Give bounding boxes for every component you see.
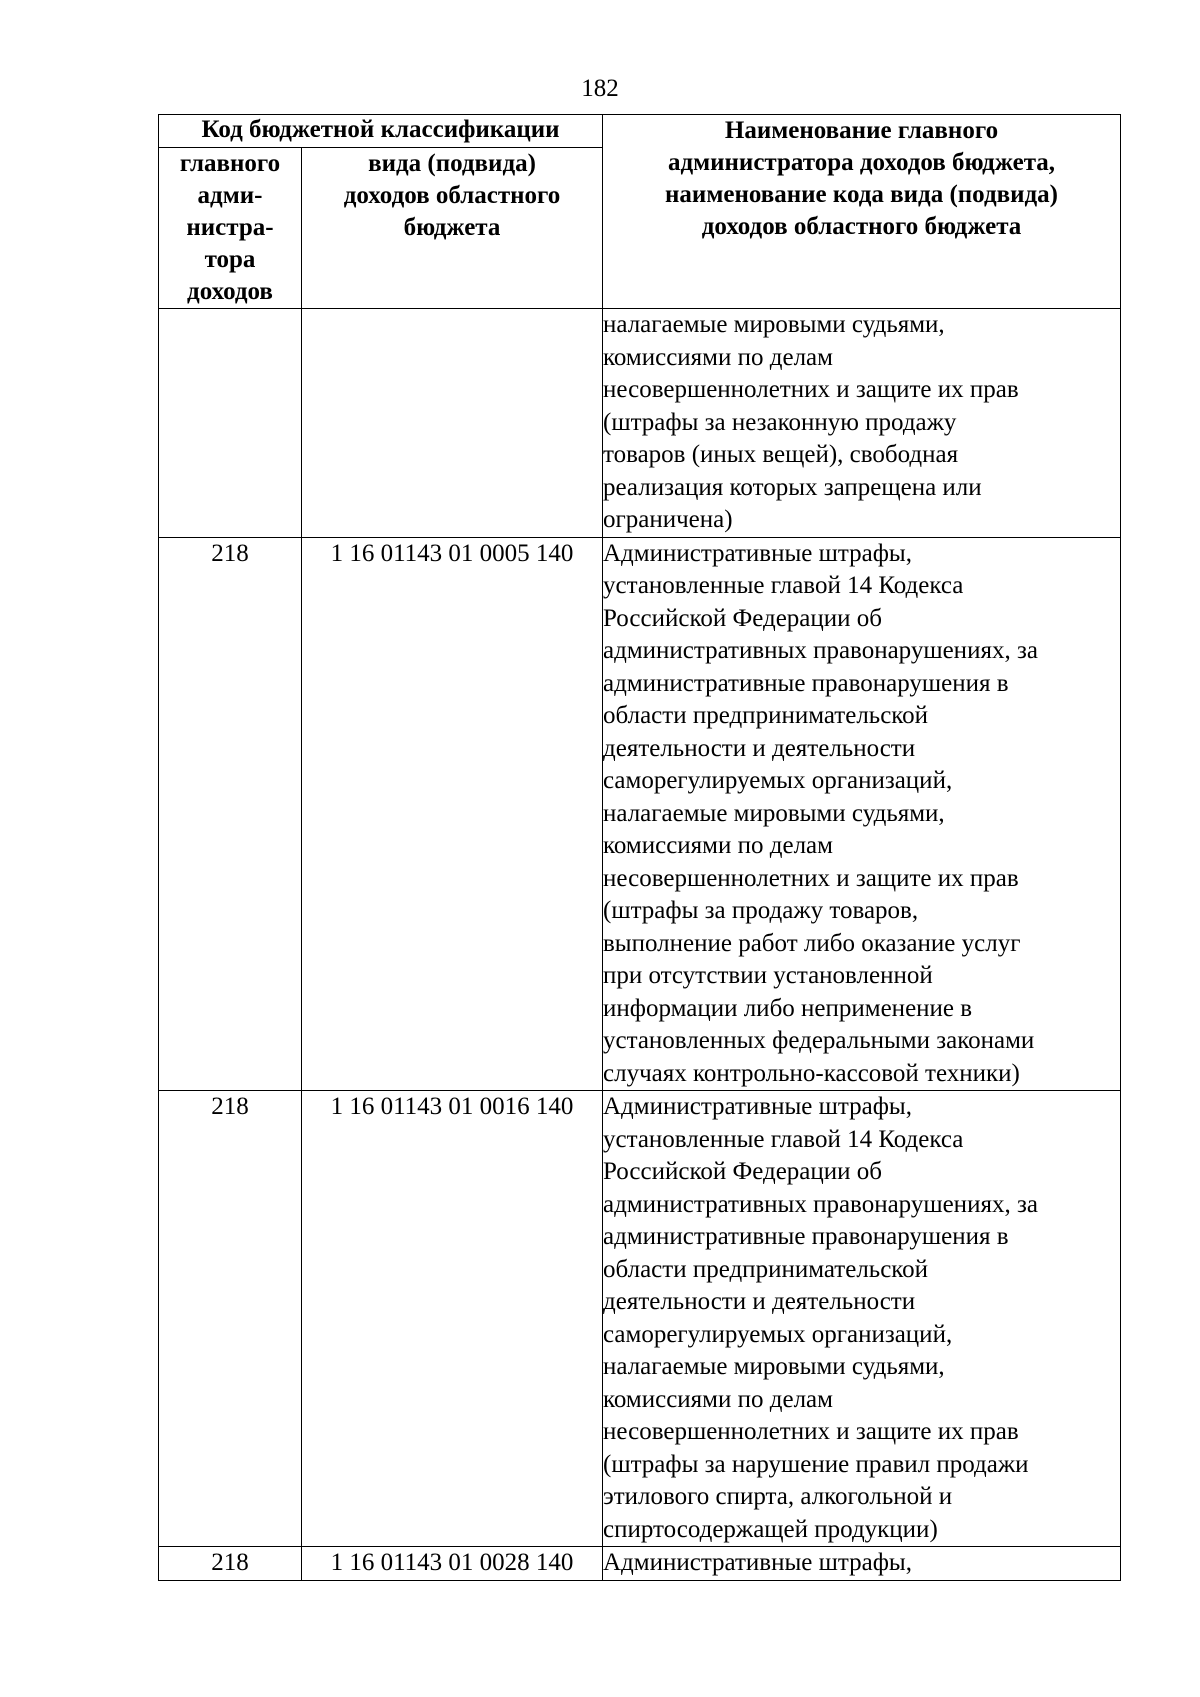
revenue-code-cell — [302, 309, 603, 538]
revenue-name-line: административные правонарушения в — [603, 669, 1009, 697]
budget-classification-table — [158, 114, 1121, 1581]
revenue-name-line: ограничена) — [603, 506, 733, 533]
revenue-name-line: комиссиями по делам — [603, 832, 833, 859]
revenue-name-line: деятельности и деятельности — [603, 734, 916, 762]
revenue-name-line: Административные штрафы, — [603, 1549, 912, 1576]
revenue-code-cell: 1 16 01143 01 0016 140 — [302, 1091, 603, 1547]
header-admin-line: тора — [204, 246, 256, 273]
revenue-name-line: несовершеннолетних и защите их прав — [603, 376, 1019, 403]
revenue-name-line: (штрафы за незаконную продажу — [603, 408, 957, 436]
admin-code-cell: 218 — [159, 1091, 302, 1547]
header-name-line: наименование кода вида (подвида) — [665, 181, 1058, 208]
revenue-name-line: (штрафы за нарушение правил продажи — [603, 1450, 1029, 1478]
revenue-name-line: налагаемые мировыми судьями, — [603, 1353, 945, 1380]
admin-code-cell: 218 — [159, 1547, 302, 1581]
revenue-name-line: области предпринимательской — [603, 702, 929, 729]
revenue-name-cell — [603, 1547, 1121, 1581]
revenue-name-line: саморегулируемых организаций, — [603, 1320, 953, 1348]
header-kind-line: вида (подвида) — [368, 150, 536, 177]
revenue-name-line: Российской Федерации об — [603, 1158, 882, 1185]
header-group-budget-code: Код бюджетной классификации — [159, 115, 603, 148]
revenue-name-line: (штрафы за продажу товаров, — [603, 897, 919, 924]
revenue-name-cell — [603, 1091, 1121, 1547]
header-admin-line: нистра- — [186, 214, 274, 241]
revenue-name-line: спиртосодержащей продукции) — [603, 1515, 938, 1543]
revenue-name-line: налагаемые мировыми судьями, — [603, 799, 945, 827]
revenue-name-line: при отсутствии установленной — [603, 962, 933, 989]
revenue-code-cell: 1 16 01143 01 0005 140 — [302, 537, 603, 1091]
table-row — [159, 537, 1121, 1091]
revenue-name-line: несовершеннолетних и защите их прав — [603, 1418, 1019, 1445]
header-name-column — [603, 115, 1121, 309]
header-admin-line: адми- — [197, 182, 263, 209]
revenue-name-line: товаров (иных вещей), свободная — [603, 441, 959, 468]
table-row — [159, 309, 1121, 538]
header-kind-line: доходов областного — [343, 182, 561, 209]
revenue-name-line: административных правонарушениях, за — [603, 1190, 1038, 1218]
admin-code-cell: 218 — [159, 537, 302, 1091]
header-kind-column — [302, 148, 603, 309]
header-kind-line: бюджета — [403, 214, 501, 241]
revenue-name-line: установленные главой 14 Кодекса — [603, 572, 964, 599]
revenue-name-line: выполнение работ либо оказание услуг — [603, 929, 1021, 957]
revenue-name-line: Административные штрафы, — [603, 539, 912, 567]
header-admin-column — [159, 148, 302, 309]
revenue-name-line: установленных федеральными законами — [603, 1027, 1035, 1054]
revenue-name-line: несовершеннолетних и защите их прав — [603, 864, 1019, 892]
revenue-name-cell — [603, 537, 1121, 1091]
table-row — [159, 1091, 1121, 1547]
revenue-name-line: комиссиями по делам — [603, 343, 833, 371]
table-body — [159, 309, 1121, 1581]
revenue-code-cell: 1 16 01143 01 0028 140 — [302, 1547, 603, 1581]
revenue-name-cell — [603, 309, 1121, 538]
revenue-name-line: реализация которых запрещена или — [603, 473, 982, 501]
revenue-name-line: Административные штрафы, — [603, 1093, 912, 1120]
revenue-name-line: этилового спирта, алкогольной и — [603, 1483, 953, 1510]
revenue-name-line: административные правонарушения в — [603, 1223, 1009, 1250]
revenue-name-line: информации либо неприменение в — [603, 994, 973, 1022]
page-number: 182 — [581, 75, 619, 102]
header-admin-line: главного — [179, 150, 281, 177]
revenue-name-line: саморегулируемых организаций, — [603, 767, 953, 794]
table-header — [159, 115, 1121, 309]
revenue-name-line: комиссиями по делам — [603, 1385, 833, 1413]
header-name-line: администратора доходов бюджета, — [667, 149, 1056, 176]
table-row — [159, 1547, 1121, 1581]
revenue-name-line: деятельности и деятельности — [603, 1288, 916, 1315]
admin-code-cell — [159, 309, 302, 538]
revenue-name-line: административных правонарушениях, за — [603, 637, 1038, 664]
revenue-name-line: установленные главой 14 Кодекса — [603, 1125, 964, 1153]
revenue-name-line: области предпринимательской — [603, 1255, 929, 1283]
revenue-name-line: Российской Федерации об — [603, 604, 882, 632]
header-admin-line: доходов — [187, 278, 273, 305]
revenue-name-line: налагаемые мировыми судьями, — [603, 311, 945, 338]
header-name-line: доходов областного бюджета — [701, 213, 1022, 240]
revenue-name-line: случаях контрольно-кассовой техники) — [603, 1059, 1020, 1087]
header-name-line: Наименование главного — [724, 117, 999, 144]
